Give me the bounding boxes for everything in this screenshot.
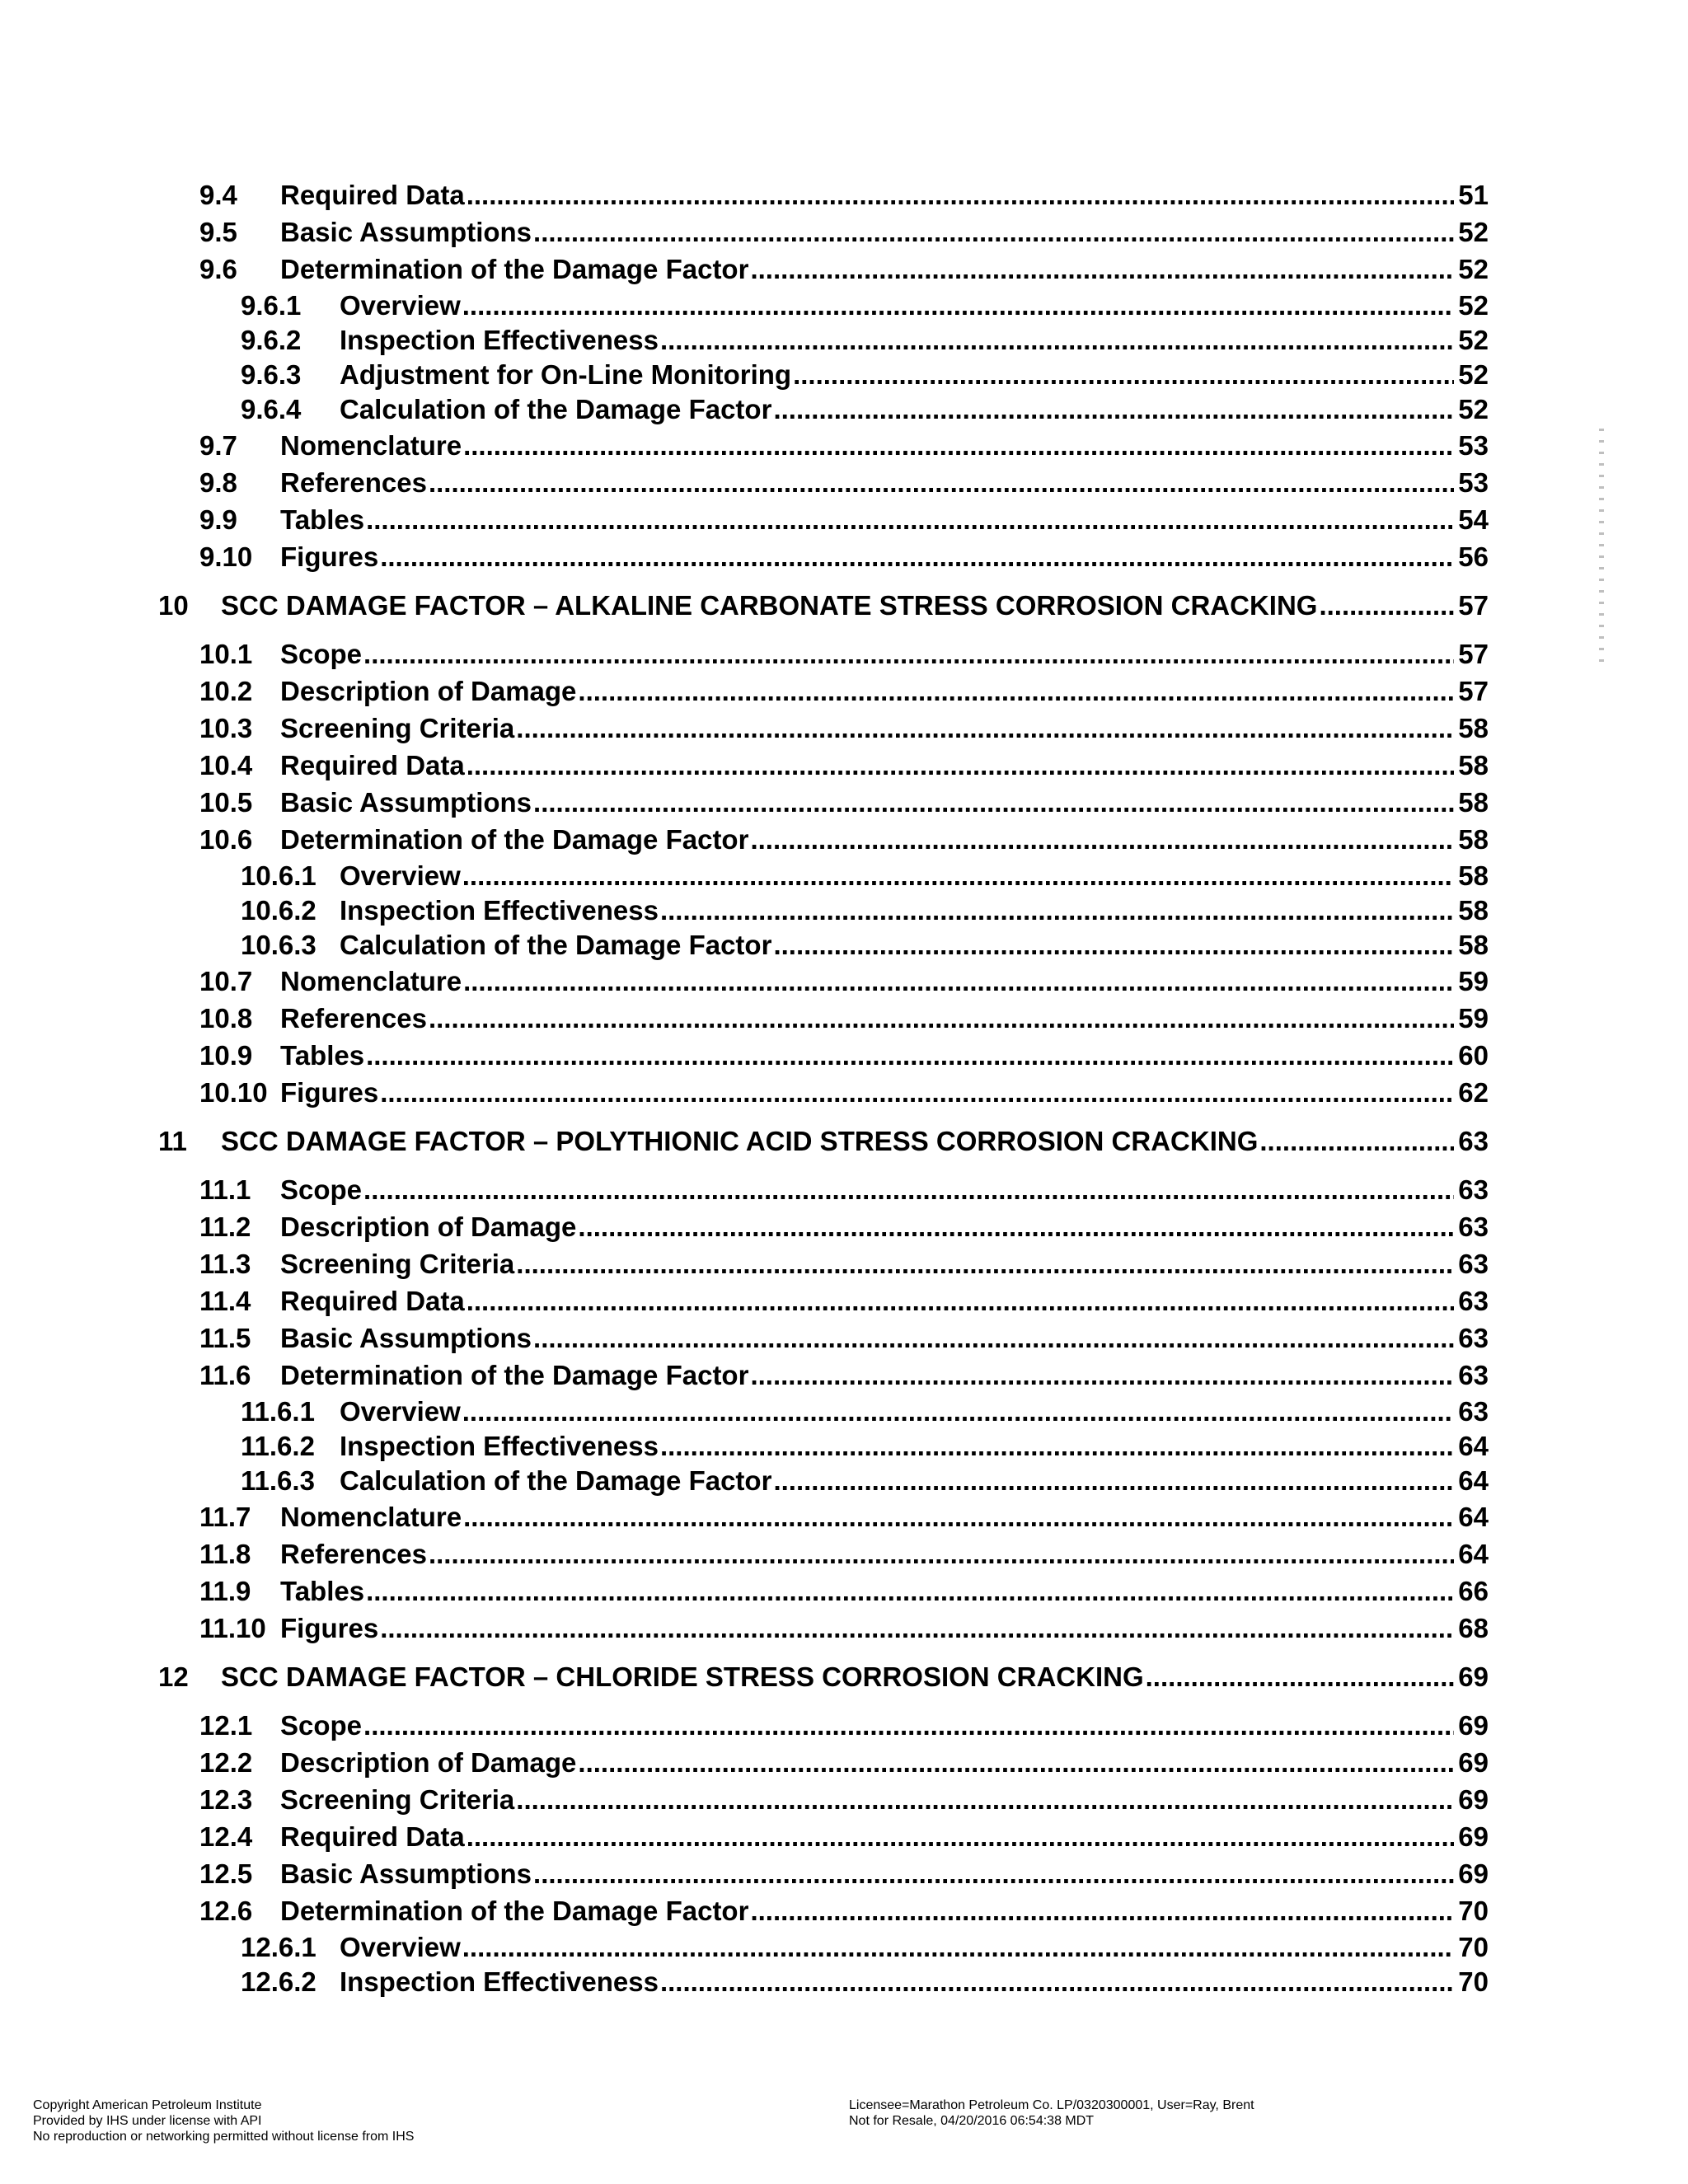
toc-entry-page: 69 — [1458, 1784, 1489, 1815]
toc-leader-dots — [429, 1536, 1454, 1572]
toc-entry-line — [221, 588, 1489, 624]
toc-entry-number: 9.5 — [199, 217, 237, 247]
toc-entry-title: Tables — [280, 1040, 365, 1071]
toc-entry-title: Determination of the Damage Factor — [280, 1360, 749, 1390]
toc-leader-dots — [578, 1745, 1454, 1781]
toc-entry-line — [340, 893, 1489, 929]
toc-entry[interactable] — [0, 1394, 1688, 1430]
toc-entry-line — [221, 1123, 1489, 1160]
toc-entry-line — [340, 858, 1489, 894]
toc-entry-title: Description of Damage — [280, 676, 577, 706]
toc-entry[interactable] — [0, 1246, 1688, 1282]
toc-leader-dots — [366, 1573, 1454, 1610]
toc-entry-title: SCC DAMAGE FACTOR – CHLORIDE STRESS CORROSION CRACKING — [221, 1661, 1144, 1692]
toc-entry-line — [280, 1283, 1489, 1319]
toc-entry-page: 68 — [1458, 1613, 1489, 1643]
toc-entry[interactable] — [0, 1463, 1688, 1499]
toc-entry-number: 10.9 — [199, 1040, 253, 1071]
toc-entry-title: Inspection Effectiveness — [340, 1966, 659, 1997]
toc-entry-line — [340, 391, 1489, 428]
toc-entry[interactable] — [0, 822, 1688, 858]
toc-entry-line — [280, 1172, 1489, 1208]
toc-entry-line — [280, 963, 1489, 1000]
toc-entry-title: Required Data — [280, 1286, 465, 1316]
toc-entry-line — [340, 1428, 1489, 1465]
toc-leader-dots — [462, 1929, 1454, 1966]
toc-entry-title: Tables — [280, 504, 365, 535]
toc-entry[interactable] — [0, 288, 1688, 324]
toc-leader-dots — [366, 1038, 1454, 1074]
toc-entry-line — [280, 710, 1489, 747]
toc-leader-dots — [533, 1320, 1454, 1357]
toc-leader-dots — [366, 502, 1454, 538]
toc-entry[interactable] — [0, 1075, 1688, 1111]
toc-leader-dots — [363, 1708, 1454, 1744]
toc-entry-page: 70 — [1458, 1896, 1489, 1926]
toc-entry-page: 64 — [1458, 1431, 1489, 1461]
toc-entry-page: 58 — [1458, 824, 1489, 855]
footer-line: Not for Resale, 04/20/2016 06:54:38 MDT — [849, 2114, 1095, 2128]
toc-entry-line — [340, 927, 1489, 963]
toc-entry-line — [280, 1357, 1489, 1394]
toc-entry[interactable] — [0, 1708, 1688, 1744]
toc-entry-line — [280, 636, 1489, 673]
toc-leader-dots — [773, 1463, 1454, 1499]
toc-entry-number: 12.2 — [199, 1747, 253, 1778]
toc-leader-dots — [578, 1209, 1454, 1245]
toc-entry-number: 10 — [158, 590, 189, 621]
toc-entry[interactable] — [0, 636, 1688, 673]
toc-entry-title: Required Data — [280, 1821, 465, 1852]
toc-leader-dots — [462, 288, 1454, 324]
toc-entry-line — [340, 322, 1489, 359]
toc-entry[interactable] — [0, 748, 1688, 784]
toc-entry-line — [280, 748, 1489, 784]
toc-entry-line — [280, 1499, 1489, 1535]
toc-entry-title: Determination of the Damage Factor — [280, 1896, 749, 1926]
toc-entry-line — [280, 1038, 1489, 1074]
toc-entry-number: 9.6.3 — [241, 359, 302, 390]
toc-entry-title: Figures — [280, 541, 379, 572]
toc-entry-page: 63 — [1458, 1360, 1489, 1390]
toc-entry-number: 11.3 — [199, 1249, 251, 1279]
toc-entry-line — [280, 428, 1489, 464]
toc-leader-dots — [380, 1075, 1454, 1111]
toc-entry-title: Tables — [280, 1576, 365, 1606]
toc-entry-number: 10.7 — [199, 966, 253, 996]
toc-entry-number: 10.8 — [199, 1003, 253, 1033]
toc-entry-page: 52 — [1458, 217, 1489, 247]
toc-entry-number: 10.6.2 — [241, 895, 316, 926]
toc-leader-dots — [467, 177, 1454, 213]
toc-entry[interactable] — [0, 1610, 1688, 1647]
toc-entry-page: 52 — [1458, 394, 1489, 424]
toc-entry-title: Basic Assumptions — [280, 787, 532, 818]
toc-entry[interactable] — [0, 1856, 1688, 1892]
toc-leader-dots — [1146, 1659, 1454, 1695]
toc-entry-title: Inspection Effectiveness — [340, 895, 659, 926]
toc-entry-number: 11.5 — [199, 1323, 251, 1353]
footer-line: Copyright American Petroleum Institute — [33, 2098, 262, 2112]
toc-entry[interactable] — [0, 673, 1688, 710]
toc-entry-title: Overview — [340, 1932, 461, 1962]
toc-entry-page: 59 — [1458, 966, 1489, 996]
toc-entry-title: Calculation of the Damage Factor — [340, 1465, 772, 1496]
toc-entry[interactable] — [0, 1745, 1688, 1781]
toc-entry-page: 69 — [1458, 1858, 1489, 1889]
toc-entry-number: 9.8 — [199, 467, 237, 498]
toc-entry-title: Inspection Effectiveness — [340, 1431, 659, 1461]
toc-entry-line — [340, 357, 1489, 393]
toc-leader-dots — [516, 1246, 1454, 1282]
toc-entry-title: Figures — [280, 1613, 379, 1643]
toc-entry-title: SCC DAMAGE FACTOR – POLYTHIONIC ACID STRESS CORROSION CRACKING — [221, 1126, 1259, 1156]
toc-entry-number: 11.6.2 — [241, 1431, 315, 1461]
toc-entry-line — [280, 1856, 1489, 1892]
toc-entry-line — [280, 1893, 1489, 1929]
toc-entry-number: 9.4 — [199, 180, 237, 210]
toc-entry-page: 57 — [1458, 676, 1489, 706]
toc-entry-title: References — [280, 1539, 427, 1569]
toc-entry-number: 12.6.1 — [241, 1932, 316, 1962]
toc-entry-number: 11.7 — [199, 1502, 251, 1532]
toc-entry-line — [280, 1001, 1489, 1037]
toc-entry[interactable] — [0, 322, 1688, 359]
toc-entry-page: 64 — [1458, 1465, 1489, 1496]
toc-entry-number: 10.6 — [199, 824, 253, 855]
toc-entry-title: Calculation of the Damage Factor — [340, 394, 772, 424]
toc-entry-line — [280, 177, 1489, 213]
toc-entry-line — [280, 1708, 1489, 1744]
toc-entry-line — [280, 502, 1489, 538]
toc-entry-number: 12.6 — [199, 1896, 253, 1926]
toc-entry-number: 10.5 — [199, 787, 253, 818]
toc-entry-page: 58 — [1458, 860, 1489, 891]
toc-entry-title: Required Data — [280, 750, 465, 780]
toc-entry[interactable] — [0, 502, 1688, 538]
toc-entry[interactable] — [0, 1929, 1688, 1966]
toc-entry-line — [280, 1246, 1489, 1282]
toc-entry-number: 12.5 — [199, 1858, 253, 1889]
toc-entry-title: Scope — [280, 639, 363, 669]
toc-leader-dots — [516, 710, 1454, 747]
toc-entry[interactable] — [0, 1964, 1688, 2000]
toc-entry-number: 11.2 — [199, 1212, 251, 1242]
toc-entry-page: 59 — [1458, 1003, 1489, 1033]
toc-entry-number: 12 — [158, 1661, 189, 1692]
toc-leader-dots — [429, 465, 1454, 501]
toc-leader-dots — [750, 822, 1454, 858]
toc-leader-dots — [660, 322, 1454, 359]
toc-entry[interactable] — [0, 1209, 1688, 1245]
toc-leader-dots — [660, 893, 1454, 929]
toc-entry-title: Screening Criteria — [280, 1249, 515, 1279]
toc-entry-page: 70 — [1458, 1932, 1489, 1962]
toc-entry-line — [280, 1782, 1489, 1818]
toc-leader-dots — [1319, 588, 1454, 624]
toc-entry-page: 63 — [1458, 1249, 1489, 1279]
toc-leader-dots — [750, 251, 1454, 288]
toc-entry-page: 69 — [1458, 1747, 1489, 1778]
toc-entry-title: Overview — [340, 860, 461, 891]
toc-entry-page: 58 — [1458, 787, 1489, 818]
toc-leader-dots — [462, 1394, 1454, 1430]
toc-entry-number: 11.9 — [199, 1576, 251, 1606]
toc-entry-page: 63 — [1458, 1323, 1489, 1353]
toc-entry-page: 58 — [1458, 713, 1489, 743]
toc-entry-line — [280, 1075, 1489, 1111]
toc-entry-page: 62 — [1458, 1077, 1489, 1108]
toc-entry-line — [280, 539, 1489, 575]
toc-entry[interactable] — [0, 1782, 1688, 1818]
toc-leader-dots — [533, 214, 1454, 251]
toc-entry-number: 9.10 — [199, 541, 253, 572]
toc-entry-number: 12.1 — [199, 1710, 253, 1741]
toc-entry-title: Scope — [280, 1174, 363, 1205]
toc-leader-dots — [429, 1001, 1454, 1037]
toc-entry-page: 69 — [1458, 1821, 1489, 1852]
toc-leader-dots — [463, 963, 1454, 1000]
toc-entry-line — [280, 785, 1489, 821]
toc-chapter-entry[interactable] — [0, 1123, 1688, 1160]
toc-leader-dots — [467, 1283, 1454, 1319]
toc-entry[interactable] — [0, 893, 1688, 929]
toc-chapter-entry[interactable] — [0, 588, 1688, 624]
toc-leader-dots — [462, 858, 1454, 894]
toc-entry-line — [280, 251, 1489, 288]
toc-entry-page: 63 — [1458, 1174, 1489, 1205]
toc-entry-page: 53 — [1458, 430, 1489, 461]
toc-entry[interactable] — [0, 465, 1688, 501]
toc-entry[interactable] — [0, 1357, 1688, 1394]
toc-entry[interactable] — [0, 1320, 1688, 1357]
toc-entry-number: 9.6 — [199, 254, 237, 284]
toc-entry[interactable] — [0, 539, 1688, 575]
toc-entry[interactable] — [0, 1001, 1688, 1037]
toc-entry-number: 10.6.3 — [241, 930, 316, 960]
toc-entry[interactable] — [0, 963, 1688, 1000]
toc-entry-title: Overview — [340, 290, 461, 321]
toc-entry-number: 11.6 — [199, 1360, 251, 1390]
footer-copyright — [33, 2097, 414, 2144]
toc-entry[interactable] — [0, 927, 1688, 963]
toc-entry-page: 58 — [1458, 930, 1489, 960]
toc-entry-line — [340, 1463, 1489, 1499]
toc-entry-page: 52 — [1458, 325, 1489, 355]
toc-entry-title: Determination of the Damage Factor — [280, 824, 749, 855]
toc-entry-title: Nomenclature — [280, 966, 462, 996]
toc-entry-title: Screening Criteria — [280, 713, 515, 743]
toc-entry-page: 57 — [1458, 639, 1489, 669]
toc-entry[interactable] — [0, 1573, 1688, 1610]
toc-entry-line — [280, 465, 1489, 501]
toc-entry-number: 12.6.2 — [241, 1966, 316, 1997]
toc-entry-title: Inspection Effectiveness — [340, 325, 659, 355]
toc-entry-title: References — [280, 1003, 427, 1033]
toc-leader-dots — [380, 1610, 1454, 1647]
toc-entry-line — [280, 1209, 1489, 1245]
toc-leader-dots — [750, 1357, 1454, 1394]
toc-entry-page: 51 — [1458, 180, 1489, 210]
toc-entry-title: Description of Damage — [280, 1747, 577, 1778]
toc-entry-page: 54 — [1458, 504, 1489, 535]
toc-leader-dots — [363, 636, 1454, 673]
toc-entry-line — [280, 673, 1489, 710]
toc-entry-line — [221, 1659, 1489, 1695]
toc-entry-page: 70 — [1458, 1966, 1489, 1997]
toc-entry[interactable] — [0, 1893, 1688, 1929]
toc-entry-page: 58 — [1458, 895, 1489, 926]
toc-leader-dots — [363, 1172, 1454, 1208]
toc-entry-page: 64 — [1458, 1539, 1489, 1569]
toc-leader-dots — [578, 673, 1454, 710]
toc-entry[interactable] — [0, 1172, 1688, 1208]
toc-leader-dots — [773, 927, 1454, 963]
toc-entry[interactable] — [0, 785, 1688, 821]
toc-entry-title: Description of Damage — [280, 1212, 577, 1242]
toc-entry-page: 52 — [1458, 290, 1489, 321]
toc-leader-dots — [463, 1499, 1454, 1535]
toc-entry[interactable] — [0, 177, 1688, 213]
toc-entry-title: Required Data — [280, 180, 465, 210]
toc-entry[interactable] — [0, 1038, 1688, 1074]
toc-entry-page: 60 — [1458, 1040, 1489, 1071]
toc-entry-number: 11.1 — [199, 1174, 251, 1205]
toc-entry-title: Nomenclature — [280, 1502, 462, 1532]
toc-entry-number: 9.6.2 — [241, 325, 302, 355]
toc-entry-page: 66 — [1458, 1576, 1489, 1606]
toc-entry-line — [340, 1929, 1489, 1966]
toc-entry-number: 11.6.3 — [241, 1465, 315, 1496]
toc-entry-number: 11 — [158, 1126, 187, 1156]
toc-entry-number: 10.2 — [199, 676, 253, 706]
toc-entry-number: 9.6.1 — [241, 290, 302, 321]
footer-line: Licensee=Marathon Petroleum Co. LP/0320300001, User=Ray, Brent — [849, 2098, 1254, 2112]
toc-entry-title: SCC DAMAGE FACTOR – ALKALINE CARBONATE STRESS CORROSION CRACKING — [221, 590, 1318, 621]
side-watermark — [1599, 429, 1604, 668]
toc-entry-page: 52 — [1458, 359, 1489, 390]
toc-entry[interactable] — [0, 1283, 1688, 1319]
toc-leader-dots — [773, 391, 1454, 428]
toc-leader-dots — [463, 428, 1454, 464]
toc-entry-title: Figures — [280, 1077, 379, 1108]
toc-entry[interactable] — [0, 1536, 1688, 1572]
toc-entry-page: 52 — [1458, 254, 1489, 284]
toc-entry-page: 63 — [1458, 1396, 1489, 1427]
toc-entry-number: 9.9 — [199, 504, 237, 535]
toc-entry-title: Nomenclature — [280, 430, 462, 461]
toc-entry-number: 9.7 — [199, 430, 237, 461]
toc-entry-number: 11.4 — [199, 1286, 251, 1316]
toc-chapter-entry[interactable] — [0, 1659, 1688, 1695]
toc-leader-dots — [533, 1856, 1454, 1892]
footer-license — [849, 2097, 1254, 2129]
toc-entry-title: Scope — [280, 1710, 363, 1741]
toc-entry-page: 63 — [1458, 1126, 1489, 1156]
toc-entry-line — [340, 1394, 1489, 1430]
toc-entry-number: 11.6.1 — [241, 1396, 315, 1427]
toc-entry-line — [280, 1745, 1489, 1781]
toc-entry-page: 63 — [1458, 1286, 1489, 1316]
toc-leader-dots — [533, 785, 1454, 821]
toc-entry-line — [340, 1964, 1489, 2000]
toc-entry-line — [340, 288, 1489, 324]
toc-entry-title: Determination of the Damage Factor — [280, 254, 749, 284]
toc-entry[interactable] — [0, 710, 1688, 747]
toc-entry-title: Overview — [340, 1396, 461, 1427]
toc-entry[interactable] — [0, 214, 1688, 251]
toc-entry-page: 57 — [1458, 590, 1489, 621]
toc-entry-line — [280, 1610, 1489, 1647]
toc-entry-title: Basic Assumptions — [280, 1858, 532, 1889]
toc-entry-line — [280, 1819, 1489, 1855]
toc-entry-line — [280, 1536, 1489, 1572]
toc-entry[interactable] — [0, 428, 1688, 464]
toc-entry-number: 10.4 — [199, 750, 253, 780]
toc-entry-number: 10.10 — [199, 1077, 268, 1108]
toc-entry-title: Basic Assumptions — [280, 1323, 532, 1353]
toc-entry-page: 63 — [1458, 1212, 1489, 1242]
toc-entry-title: Adjustment for On-Line Monitoring — [340, 359, 792, 390]
toc-entry[interactable] — [0, 1819, 1688, 1855]
toc-leader-dots — [1259, 1123, 1454, 1160]
toc-entry-title: Basic Assumptions — [280, 217, 532, 247]
toc-entry-page: 53 — [1458, 467, 1489, 498]
toc-leader-dots — [660, 1428, 1454, 1465]
toc-entry-number: 9.6.4 — [241, 394, 302, 424]
toc-entry-title: References — [280, 467, 427, 498]
toc-entry-page: 64 — [1458, 1502, 1489, 1532]
toc-entry-page: 69 — [1458, 1710, 1489, 1741]
toc-entry-line — [280, 214, 1489, 251]
toc-leader-dots — [793, 357, 1454, 393]
toc-entry-number: 12.3 — [199, 1784, 253, 1815]
toc-entry-line — [280, 822, 1489, 858]
toc-entry-number: 10.6.1 — [241, 860, 316, 891]
footer-line: No reproduction or networking permitted without license from IHS — [33, 2130, 415, 2144]
toc-entry[interactable] — [0, 858, 1688, 894]
toc-entry-page: 58 — [1458, 750, 1489, 780]
toc-leader-dots — [380, 539, 1454, 575]
toc-entry-number: 10.1 — [199, 639, 253, 669]
toc-entry-title: Calculation of the Damage Factor — [340, 930, 772, 960]
toc-entry-page: 69 — [1458, 1661, 1489, 1692]
toc-entry-number: 11.8 — [199, 1539, 251, 1569]
toc-entry-title: Screening Criteria — [280, 1784, 515, 1815]
toc-leader-dots — [467, 748, 1454, 784]
toc-leader-dots — [467, 1819, 1454, 1855]
toc-entry-number: 10.3 — [199, 713, 253, 743]
toc-leader-dots — [660, 1964, 1454, 2000]
toc-entry-number: 11.10 — [199, 1613, 266, 1643]
toc-entry[interactable] — [0, 251, 1688, 288]
toc-entry-line — [280, 1320, 1489, 1357]
toc-leader-dots — [750, 1893, 1454, 1929]
footer-line: Provided by IHS under license with API — [33, 2114, 262, 2128]
toc-entry-number: 12.4 — [199, 1821, 253, 1852]
toc-entry-line — [280, 1573, 1489, 1610]
toc-entry[interactable] — [0, 391, 1688, 428]
toc-entry[interactable] — [0, 1428, 1688, 1465]
toc-entry-page: 56 — [1458, 541, 1489, 572]
toc-entry[interactable] — [0, 357, 1688, 393]
toc-entry[interactable] — [0, 1499, 1688, 1535]
toc-leader-dots — [516, 1782, 1454, 1818]
